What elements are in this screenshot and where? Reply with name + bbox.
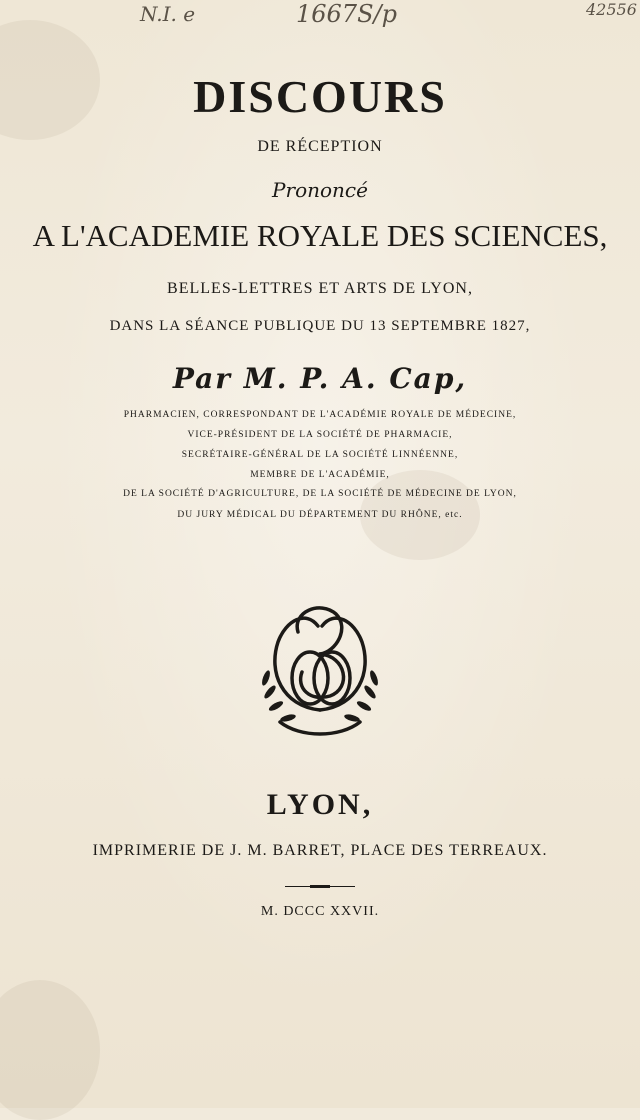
shelf-mark-left: N.I. e <box>140 2 196 26</box>
library-monogram-wreath-icon <box>240 592 400 752</box>
pronounced-label: Prononcé <box>272 178 368 202</box>
publication-date: M. DCCC XXVII. <box>260 904 380 919</box>
paper-stain <box>0 980 100 1120</box>
author-title: DE LA SOCIÉTÉ D'AGRICULTURE, DE LA SOCIÉTÉ DE MÉDECINE DE LYON, <box>123 489 517 499</box>
subtitle: DE RÉCEPTION <box>257 138 383 155</box>
author-name: Par M. P. A. Cap, <box>172 362 468 395</box>
city-name: LYON, <box>266 788 374 821</box>
author-title: MEMBRE DE L'ACADÉMIE, <box>250 470 390 480</box>
page-title: DISCOURS <box>193 71 447 122</box>
divider-rule <box>285 885 355 888</box>
academy-name: A L'ACADEMIE ROYALE DES SCIENCES, <box>32 218 608 253</box>
author-title: VICE-PRÉSIDENT DE LA SOCIÉTÉ DE PHARMACIE, <box>187 430 453 440</box>
author-title: SECRÉTAIRE-GÉNÉRAL DE LA SOCIÉTÉ LINNÉENNE, <box>181 450 459 460</box>
author-title: PHARMACIEN, CORRESPONDANT DE L'ACADÉMIE ROYALE DE MÉDECINE, <box>123 410 517 420</box>
shelf-mark-center: 1667S/p <box>296 0 397 28</box>
printer-imprint: IMPRIMERIE DE J. M. BARRET, PLACE DES TERREAUX. <box>92 842 548 859</box>
author-title: DU JURY MÉDICAL DU DÉPARTEMENT DU RHÔNE, etc. <box>177 510 463 520</box>
session-date: DANS LA SÉANCE PUBLIQUE DU 13 SEPTEMBRE 1827, <box>109 318 531 334</box>
shelf-mark-right: 42556 <box>586 0 637 19</box>
academy-fields: BELLES-LETTRES ET ARTS DE LYON, <box>167 280 473 297</box>
